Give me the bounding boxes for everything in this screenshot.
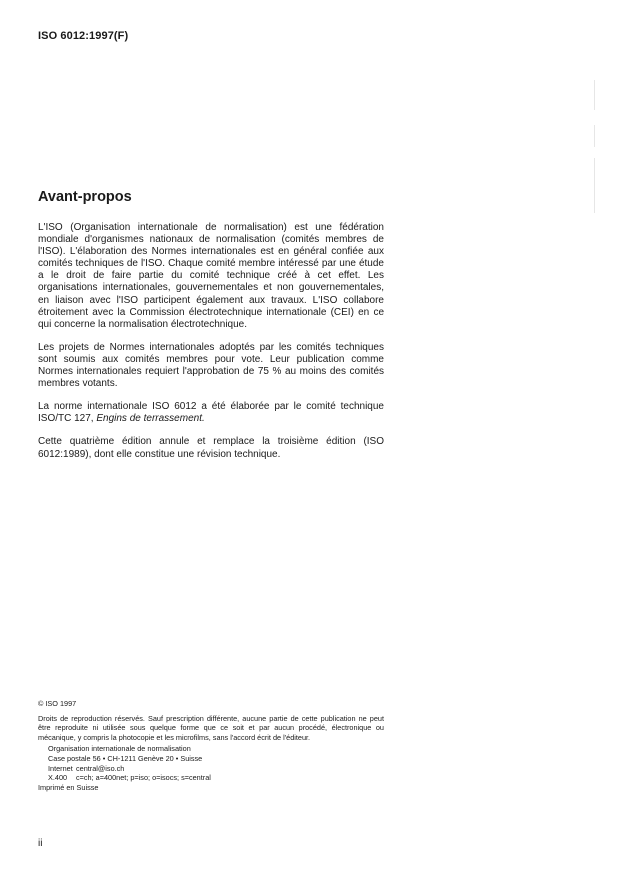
publisher-address bbox=[38, 744, 384, 782]
internet-address: central@iso.ch bbox=[76, 763, 125, 773]
org-name: Organisation internationale de normalisation bbox=[48, 744, 191, 754]
foreword-body bbox=[38, 222, 384, 472]
x400-address: c=ch; a=400net; p=iso; o=isocs; s=central bbox=[76, 773, 211, 783]
paragraph-committee bbox=[38, 401, 384, 425]
scan-artifact bbox=[594, 125, 595, 147]
paragraph-iso-intro: L'ISO (Organisation internationale de normalisation) est une fédération mondiale d'organismes nationaux de normalisation (comités membres de l'ISO). L'élaboration des Normes internationales est en général confiée aux comités techniques de l'ISO. Chaque comité membre intéressé par une étude a le droit de faire partie du comité technique créé à cet effet. Les organisations internationales, gouvernementales et non gouvernementales, en liaison avec l'ISO participent également aux travaux. L'ISO collabore étroitement avec la Commission électrotechnique internationale (CEI) en ce qui concerne la normalisation électrotechnique. bbox=[38, 222, 384, 330]
rights-statement: Droits de reproduction réservés. Sauf prescription différente, aucune partie de cette publication ne peut être reproduite ni utilisée sous quelque forme que ce soit et par aucun procédé, électronique ou mécanique, y compris la photocopie et les microfilms, sans l'accord écrit de l'éditeur. bbox=[38, 713, 384, 742]
page-number: ii bbox=[38, 838, 43, 849]
paragraph-voting: Les projets de Normes internationales adoptés par les comités techniques sont soumis aux comités membres pour vote. Leur publication comme Normes internationales requiert l'approbation de 75 % au moins des comités membres votants. bbox=[38, 341, 384, 390]
internet-label: Internet bbox=[48, 763, 73, 773]
section-title: Avant-propos bbox=[38, 189, 132, 205]
internet-row bbox=[48, 764, 384, 774]
postal-address: Case postale 56 • CH-1211 Genève 20 • Suisse bbox=[48, 753, 203, 763]
document-identifier: ISO 6012:1997(F) bbox=[38, 30, 129, 42]
x400-label: X.400 bbox=[48, 773, 68, 783]
committee-title: Engins de terrassement. bbox=[96, 413, 205, 425]
committee-text: La norme internationale ISO 6012 a été élaborée par le comité technique ISO/TC 127, bbox=[38, 401, 384, 425]
paragraph-edition: Cette quatrième édition annule et remplace la troisième édition (ISO 6012:1989), dont elle constitue une révision technique. bbox=[38, 436, 384, 460]
x400-row bbox=[48, 773, 384, 783]
copyright-notice: © ISO 1997 bbox=[38, 699, 77, 708]
scan-artifact bbox=[594, 80, 595, 110]
scan-artifact bbox=[594, 158, 595, 213]
copyright-block bbox=[38, 699, 384, 792]
printed-in: Imprimé en Suisse bbox=[38, 782, 99, 792]
